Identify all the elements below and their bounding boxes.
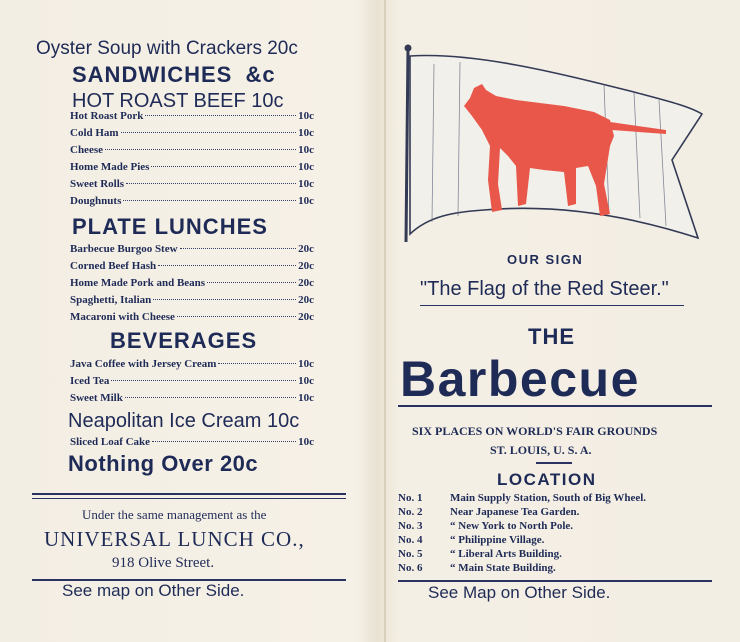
menu-item-price: 10c [298, 110, 314, 122]
menu-item-label: Sweet Rolls [70, 178, 125, 190]
location-number: No. 2 [398, 506, 423, 518]
plate-lunches-heading: PLATE LUNCHES [72, 214, 268, 239]
menu-item-price: 10c [298, 375, 314, 387]
menu-item-label: Barbecue Burgoo Stew [70, 243, 178, 255]
sandwiches-heading-text: SANDWICHES [72, 62, 233, 87]
company-name: UNIVERSAL LUNCH CO., [44, 527, 305, 551]
dot-leader [105, 149, 296, 150]
menu-item-label: Sweet Milk [70, 392, 123, 404]
location-number: No. 3 [398, 520, 423, 532]
short-rule [536, 462, 572, 464]
menu-item-label: Home Made Pork and Beans [70, 277, 206, 289]
menu-item-price: 10c [298, 127, 314, 139]
nothing-over-line: Nothing Over 20c [68, 451, 259, 476]
menu-item [70, 392, 314, 408]
six-places-line: SIX PLACES ON WORLD'S FAIR GROUNDS [412, 424, 658, 438]
menu-item [70, 277, 314, 293]
dot-leader [126, 183, 296, 184]
menu-item [70, 195, 314, 211]
dot-leader [180, 248, 297, 249]
location-row [398, 534, 544, 548]
menu-item [70, 110, 314, 126]
location-number: No. 5 [398, 548, 423, 560]
see-map-note: See Map on Other Side. [428, 583, 611, 602]
hot-roast-beef-line: HOT ROAST BEEF 10c [72, 90, 284, 112]
menu-item-price: 20c [298, 260, 314, 272]
sandwiches-heading [72, 62, 276, 88]
menu-item-price: 20c [298, 243, 314, 255]
menu-item-price: 10c [298, 144, 314, 156]
menu-item-price: 10c [298, 358, 314, 370]
dot-leader [151, 166, 296, 167]
brand-title: Barbecue [400, 351, 640, 407]
menu-item [70, 358, 314, 374]
location-place: Main Supply Station, South of Big Wheel. [450, 492, 647, 504]
menu-item [70, 436, 314, 452]
location-row [398, 562, 556, 576]
location-number: No. 1 [398, 492, 423, 504]
menu-item-price: 10c [298, 161, 314, 173]
menu-item [70, 243, 314, 259]
menu-item [70, 127, 314, 143]
dot-leader [152, 441, 296, 442]
location-place: “ Main State Building. [450, 562, 556, 574]
location-number: No. 6 [398, 562, 423, 574]
location-place: Near Japanese Tea Garden. [450, 506, 580, 518]
menu-item-label: Corned Beef Hash [70, 260, 157, 272]
location-number: No. 4 [398, 534, 423, 546]
menu-item-price: 10c [298, 436, 314, 448]
menu-item [70, 294, 314, 310]
neapolitan-ice-cream-line: Neapolitan Ice Cream 10c [68, 410, 300, 432]
rule [398, 405, 712, 407]
menu-item-label: Java Coffee with Jersey Cream [70, 358, 217, 370]
menu-item-label: Home Made Pies [70, 161, 150, 173]
menu-item [70, 375, 314, 391]
flag-title: "The Flag of the Red Steer." [420, 278, 669, 300]
see-map-note: See map on Other Side. [62, 581, 245, 600]
double-rule [32, 493, 346, 499]
menu-item-price: 10c [298, 392, 314, 404]
management-note: Under the same management as the [82, 507, 267, 522]
city-line: ST. LOUIS, U. S. A. [490, 443, 592, 457]
location-heading: LOCATION [497, 470, 597, 489]
menu-item-price: 10c [298, 178, 314, 190]
location-row [398, 520, 573, 534]
flag-pole [406, 48, 408, 242]
dot-leader [177, 316, 296, 317]
location-place: “ Liberal Arts Building. [450, 548, 562, 560]
location-place: “ New York to North Pole. [450, 520, 574, 532]
menu-item [70, 311, 314, 327]
menu-item [70, 260, 314, 276]
beverages-heading: BEVERAGES [110, 328, 258, 353]
menu-item-label: Cheese [70, 144, 103, 156]
dot-leader [121, 132, 297, 133]
rule [398, 580, 712, 582]
menu-item-price: 20c [298, 294, 314, 306]
red-steer-flag-icon [404, 44, 704, 244]
menu-item-label: Hot Roast Pork [70, 110, 144, 122]
dot-leader [158, 265, 296, 266]
dot-leader [145, 115, 296, 116]
sandwiches-amp: &c [245, 62, 276, 87]
menu-item [70, 161, 314, 177]
location-row [398, 492, 646, 506]
dot-leader [218, 363, 296, 364]
dot-leader [153, 299, 296, 300]
menu-item-label: Doughnuts [70, 195, 122, 207]
menu-item [70, 178, 314, 194]
oyster-soup-line: Oyster Soup with Crackers 20c [36, 38, 298, 59]
rule [420, 305, 684, 306]
menu-item-price: 20c [298, 277, 314, 289]
menu-item-label: Sliced Loaf Cake [70, 436, 151, 448]
our-sign-label: OUR SIGN [507, 252, 584, 267]
dot-leader [123, 200, 296, 201]
company-address: 918 Olive Street. [112, 555, 215, 571]
menu-item-price: 10c [298, 195, 314, 207]
dot-leader [207, 282, 296, 283]
menu-item-label: Iced Tea [70, 375, 110, 387]
menu-item-price: 20c [298, 311, 314, 323]
location-place: “ Philippine Village. [450, 534, 545, 546]
pole-finial [405, 45, 412, 52]
the-label: THE [528, 324, 575, 349]
menu-item [70, 144, 314, 160]
menu-item-label: Macaroni with Cheese [70, 311, 175, 323]
dot-leader [111, 380, 296, 381]
location-row [398, 506, 579, 520]
menu-item-label: Spaghetti, Italian [70, 294, 152, 306]
menu-item-label: Cold Ham [70, 127, 119, 139]
location-row [398, 548, 562, 562]
cover-panel [386, 0, 740, 642]
dot-leader [125, 397, 296, 398]
